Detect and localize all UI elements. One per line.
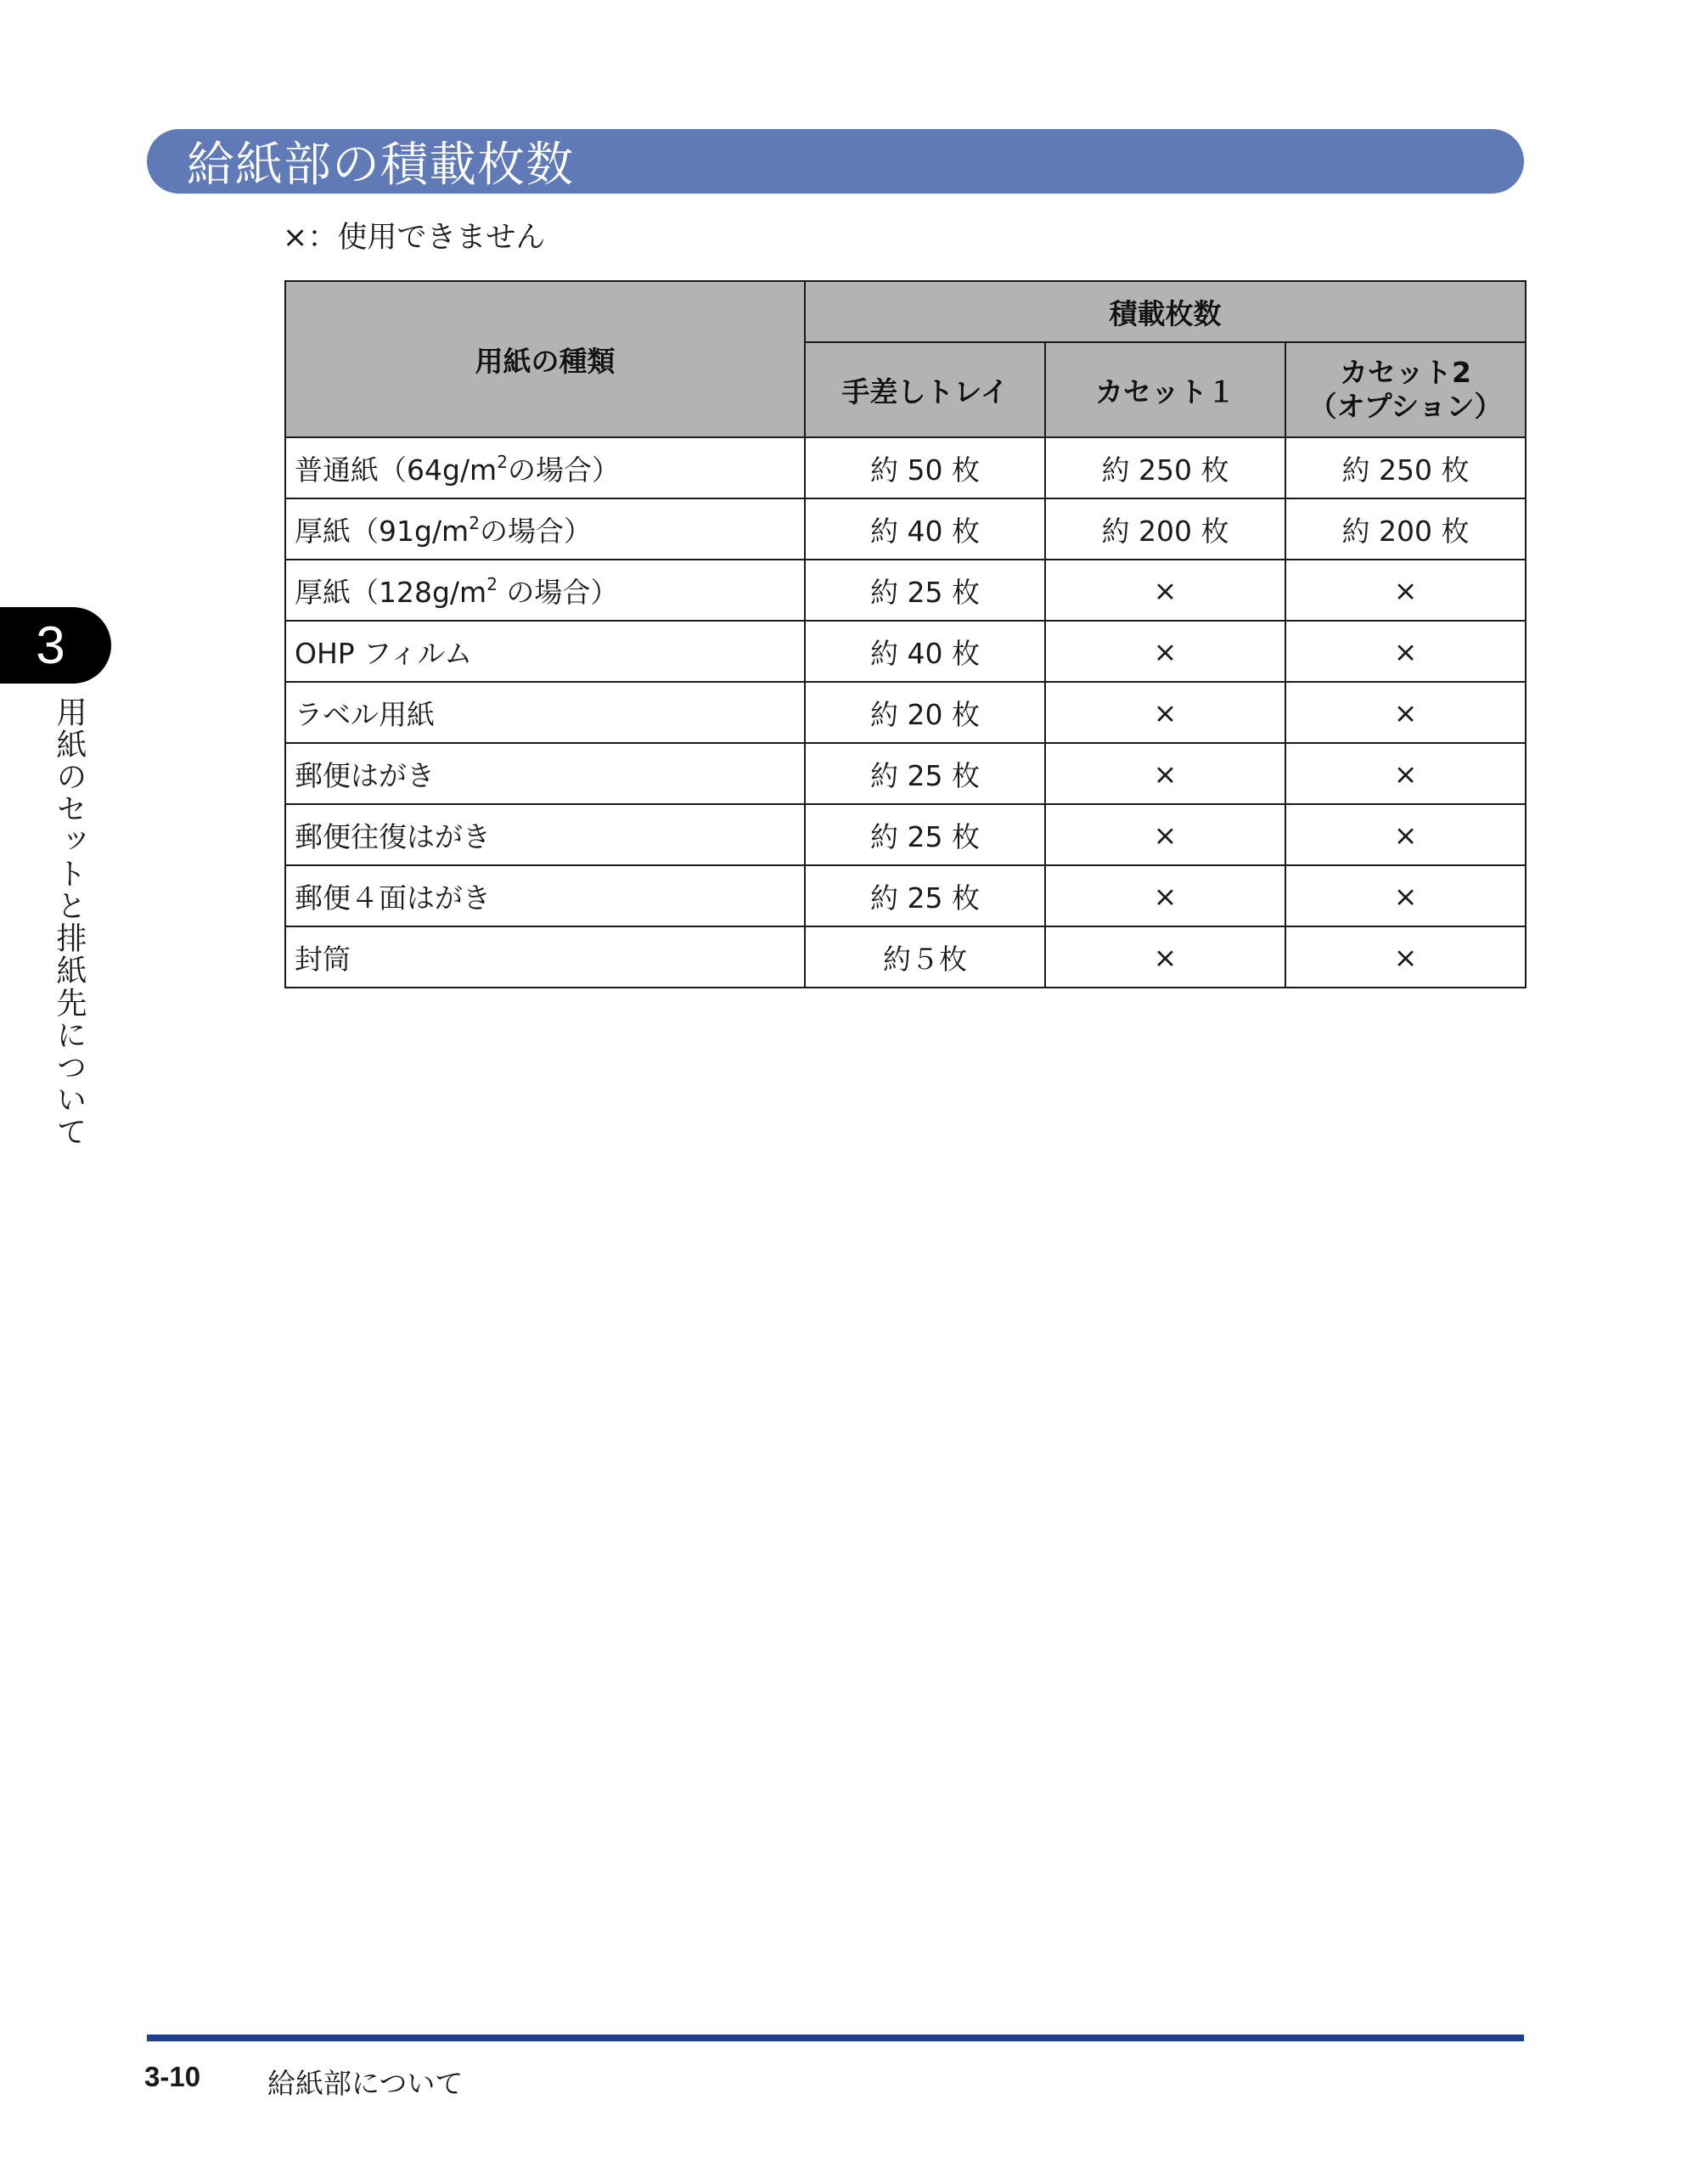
superscript: 2 [469,512,480,533]
table-row [285,682,1526,743]
paper-type-label: 封筒 [295,942,351,976]
capacity-value-cell: 約 40 枚 [805,498,1045,560]
footer-rule [147,2035,1524,2041]
capacity-value-cell: 約 25 枚 [805,560,1045,621]
capacity-value-cell: × [1045,865,1285,926]
capacity-value-cell: × [1285,804,1526,865]
superscript: 2 [497,451,508,472]
table-row [285,926,1526,988]
capacity-value-cell: × [1285,743,1526,804]
capacity-value-cell: × [1045,682,1285,743]
section-title-bar [147,129,1524,194]
paper-type-label: ラベル用紙 [295,697,435,731]
paper-type-cell [285,804,805,865]
capacity-value-cell: 約 25 枚 [805,865,1045,926]
superscript: 2 [486,573,498,594]
legend-note: ×：使用できません [283,221,546,255]
capacity-value-cell: × [1285,682,1526,743]
capacity-value-cell: × [1285,926,1526,988]
capacity-value-cell: × [1285,621,1526,682]
capacity-value-cell: × [1045,560,1285,621]
capacity-value-cell: × [1045,926,1285,988]
capacity-value-cell: 約 200 枚 [1285,498,1526,560]
capacity-value-cell: 約 25 枚 [805,804,1045,865]
chapter-tab [0,607,111,684]
capacity-value-cell: 約 250 枚 [1285,437,1526,498]
paper-type-cell [285,560,805,621]
header-paper-type: 用紙の種類 [285,281,805,437]
paper-type-cell [285,926,805,988]
chapter-number: 3 [36,616,65,675]
paper-type-label: 厚紙（91g/m [295,514,469,548]
capacity-table [284,280,1527,988]
table-row [285,621,1526,682]
capacity-value-cell: × [1045,804,1285,865]
capacity-value-cell: 約５枚 [805,926,1045,988]
capacity-value-cell: 約 40 枚 [805,621,1045,682]
capacity-value-cell: × [1045,621,1285,682]
table-row [285,743,1526,804]
table-row [285,804,1526,865]
header-cassette-1: カセット１ [1045,342,1285,437]
paper-type-suffix: の場合） [507,453,620,487]
header-manual-tray: 手差しトレイ [805,342,1045,437]
paper-type-cell [285,743,805,804]
paper-type-cell [285,621,805,682]
header-capacity-group: 積載枚数 [805,281,1526,342]
footer-section-title: 給紙部について [267,2067,464,2100]
capacity-value-cell: 約 50 枚 [805,437,1045,498]
paper-type-cell [285,865,805,926]
paper-type-label: 厚紙（128g/m [295,575,487,609]
paper-type-label: 普通紙（64g/m [295,453,498,487]
capacity-value-cell: 約 25 枚 [805,743,1045,804]
capacity-value-cell: 約 250 枚 [1045,437,1285,498]
table-row [285,437,1526,498]
capacity-value-cell: 約 200 枚 [1045,498,1285,560]
table-row [285,498,1526,560]
table-row [285,560,1526,621]
paper-type-label: 郵便はがき [295,758,435,792]
section-title: 給紙部の積載枚数 [187,138,574,193]
capacity-value-cell: × [1045,743,1285,804]
table-row [285,865,1526,926]
paper-type-label: OHP フィルム [295,636,473,670]
capacity-value-cell: × [1285,865,1526,926]
header-cassette-2: カセット2 （オプション） [1285,342,1526,437]
paper-type-cell [285,498,805,560]
capacity-value-cell: 約 20 枚 [805,682,1045,743]
paper-type-suffix: の場合） [479,514,592,548]
chapter-title: 用紙のセットと排紙先について [52,696,87,1148]
paper-type-suffix: の場合） [497,575,619,609]
paper-type-label: 郵便４面はがき [295,881,491,915]
paper-type-cell [285,437,805,498]
paper-type-cell [285,682,805,743]
capacity-value-cell: × [1285,560,1526,621]
paper-type-label: 郵便往復はがき [295,819,491,853]
page-number: 3-10 [144,2061,201,2092]
